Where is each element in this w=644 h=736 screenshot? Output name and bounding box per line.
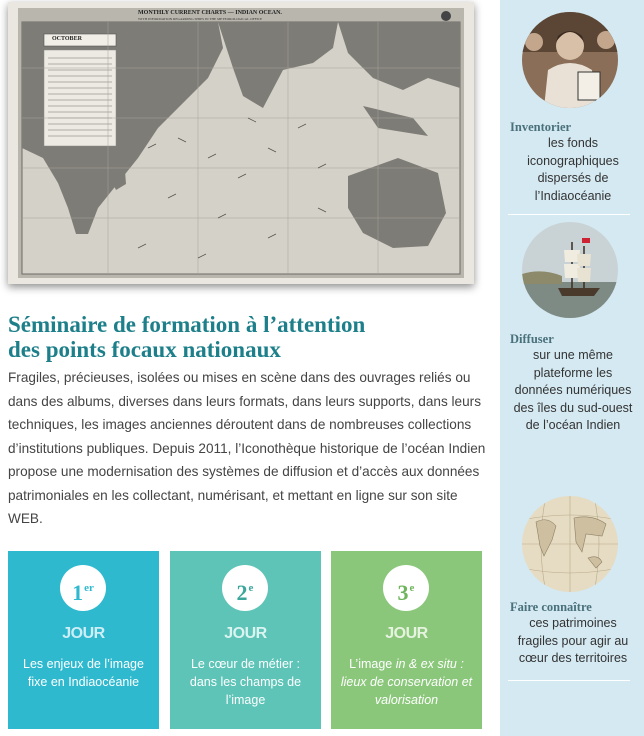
current-chart-illustration bbox=[18, 8, 464, 278]
map-month-label: OCTOBER bbox=[52, 36, 82, 42]
world-map-illustration bbox=[522, 496, 618, 592]
day-2-card bbox=[170, 551, 321, 729]
sidebar-text-faire-connaitre: ces patrimoines fragiles pour agir au cœur des territoires bbox=[517, 616, 629, 665]
day-2-label: JOUR bbox=[224, 625, 267, 642]
ship-painting bbox=[522, 222, 618, 318]
sidebar bbox=[500, 0, 644, 736]
title-line-2: des points focaux nationaux bbox=[8, 337, 281, 362]
day-1-number: 1 bbox=[72, 580, 84, 605]
portrait-photo bbox=[522, 12, 618, 108]
day-2-suffix: e bbox=[248, 582, 254, 594]
day-3-badge bbox=[383, 565, 429, 611]
sidebar-text-diffuser: sur une même plateforme les données numériques des îles du sud-ouest de l’océan Indien bbox=[513, 348, 633, 432]
sidebar-divider bbox=[508, 214, 630, 215]
sidebar-divider bbox=[508, 680, 630, 681]
sidebar-item-inventorier bbox=[510, 120, 636, 205]
page-title bbox=[8, 312, 488, 362]
sidebar-text-inventorier: les fonds iconographiques dispersés de l’Indiaocéanie bbox=[527, 136, 619, 203]
day-2-number: 2 bbox=[236, 580, 248, 605]
indian-ocean-map-image bbox=[8, 2, 474, 284]
day-3-text-prefix: L’image bbox=[349, 657, 396, 671]
day-2-badge bbox=[222, 565, 268, 611]
sidebar-item-diffuser bbox=[510, 332, 636, 435]
title-line-1: Séminaire de formation à l’attention bbox=[8, 312, 366, 337]
day-3-card bbox=[331, 551, 482, 729]
intro-paragraph: Fragiles, précieuses, isolées ou mises en scène dans des ouvrages reliés ou dans des albums, diverses dans leurs formats, dans leurs supports, dans leurs techniques, les images anciennes déroutent dans de nombreuses collections d’institutions publiques. Depuis 2011, l’Iconothèque historique de l’océan Indien propose une modernisation des systèmes de diffusion et d’accès aux données patrimoniales en les collectant, numérisant, et mettant en ligne sur son site WEB. bbox=[8, 370, 486, 526]
day-3-number: 3 bbox=[397, 580, 409, 605]
day-2-text: Le cœur de métier : dans les champs de l’image bbox=[189, 657, 302, 707]
map-header: MONTHLY CURRENT CHARTS — INDIAN OCEAN. bbox=[138, 10, 282, 16]
day-1-text: Les enjeux de l’image fixe en Indiaocéanie bbox=[23, 657, 144, 689]
day-3-text bbox=[339, 655, 474, 709]
day-1-label: JOUR bbox=[62, 625, 105, 642]
sidebar-heading-diffuser: Diffuser bbox=[510, 332, 554, 346]
day-3-text-italic: in & ex situ : lieux de conservation et valorisation bbox=[340, 657, 473, 707]
map-subheader: WITH INFORMATION REGARDING SHIPS IN THE METEOROLOGICAL OFFICE bbox=[138, 17, 263, 21]
day-3-suffix: e bbox=[409, 582, 415, 594]
day-1-badge bbox=[60, 565, 106, 611]
sidebar-item-faire-connaitre bbox=[510, 600, 636, 668]
day-1-card bbox=[8, 551, 159, 729]
sidebar-heading-inventorier: Inventorier bbox=[510, 120, 572, 134]
day-1-suffix: er bbox=[84, 582, 94, 594]
day-3-label: JOUR bbox=[385, 625, 428, 642]
sidebar-heading-faire-connaitre: Faire connaître bbox=[510, 600, 592, 614]
